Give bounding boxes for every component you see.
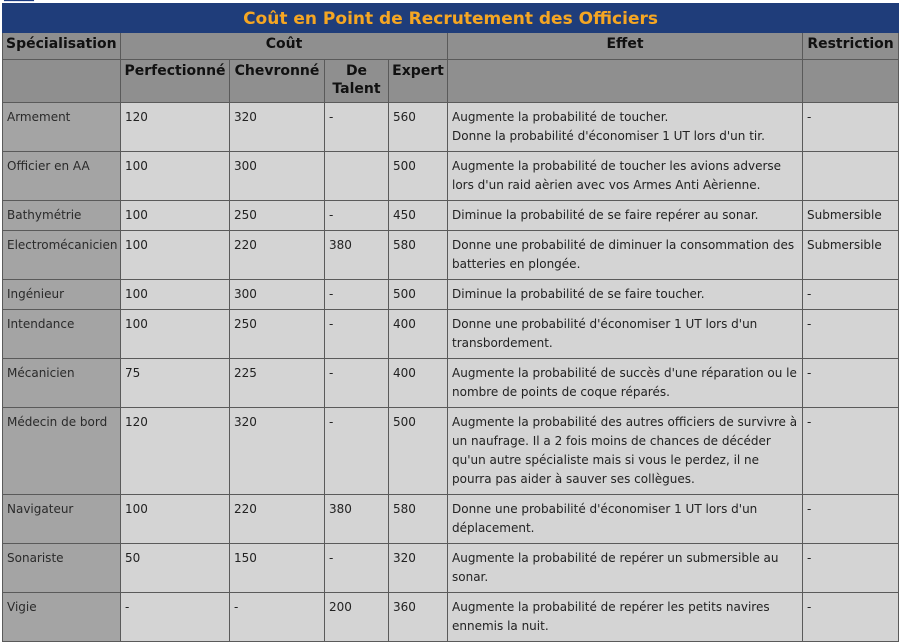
effet-line: Augmente la probabilité de repérer un submersible au sonar. [452,551,779,584]
cost-perfectionne-cell: 100 [121,495,230,544]
cost-perfectionne-cell: 75 [121,359,230,408]
effet-cell [448,310,803,359]
header-cout: Coût [121,33,448,60]
cost-expert-cell: 500 [389,280,448,310]
specialisation-cell: Electromécanicien [3,231,121,280]
cost-de-talent-cell [325,152,389,201]
effet-cell [448,152,803,201]
cost-de-talent-cell: - [325,408,389,495]
restriction-cell [803,152,899,201]
restriction-cell: - [803,593,899,642]
cost-chevronne-cell: 300 [230,280,325,310]
specialisation-cell: Sonariste [3,544,121,593]
cost-de-talent-cell: - [325,280,389,310]
table-row [3,408,899,495]
cost-de-talent-cell: 200 [325,593,389,642]
effet-cell [448,495,803,544]
header-effet: Effet [448,33,803,60]
effet-line: Augmente la probabilité de toucher. [452,110,669,124]
cost-perfectionne-cell: - [121,593,230,642]
cost-perfectionne-cell: 50 [121,544,230,593]
table-row [3,544,899,593]
cost-expert-cell: 320 [389,544,448,593]
table-row [3,359,899,408]
effet-line: Donne une probabilité de diminuer la consommation des batteries en plongée. [452,238,795,271]
cost-chevronne-cell: 220 [230,231,325,280]
restriction-cell: - [803,544,899,593]
specialisation-cell: Navigateur [3,495,121,544]
table-title: Coût en Point de Recrutement des Officiers [3,4,899,33]
effet-cell [448,593,803,642]
effet-line: Donne une probabilité d'économiser 1 UT lors d'un transbordement. [452,317,758,350]
officer-cost-table [2,3,899,642]
cost-de-talent-cell: 380 [325,231,389,280]
table-row [3,310,899,359]
specialisation-cell: Médecin de bord [3,408,121,495]
cost-chevronne-cell: 250 [230,310,325,359]
header-specialisation: Spécialisation [3,33,121,60]
cost-perfectionne-cell: 100 [121,280,230,310]
cost-expert-cell: 500 [389,152,448,201]
effet-cell [448,408,803,495]
cost-de-talent-cell: - [325,359,389,408]
cost-chevronne-cell: 225 [230,359,325,408]
cost-de-talent-cell: - [325,201,389,231]
cost-de-talent-cell: - [325,103,389,152]
cost-expert-cell: 450 [389,201,448,231]
cost-expert-cell: 560 [389,103,448,152]
restriction-cell: - [803,495,899,544]
restriction-cell: - [803,310,899,359]
cost-perfectionne-cell: 100 [121,310,230,359]
cost-perfectionne-cell: 100 [121,201,230,231]
effet-line: Donne une probabilité d'économiser 1 UT lors d'un déplacement. [452,502,758,535]
specialisation-cell: Mécanicien [3,359,121,408]
header-chevronne: Chevronné [230,60,325,103]
effet-cell [448,201,803,231]
restriction-cell: - [803,359,899,408]
cost-chevronne-cell: - [230,593,325,642]
restriction-cell: - [803,280,899,310]
restriction-cell: Submersible [803,231,899,280]
effet-line: Augmente la probabilité des autres officiers de survivre à un naufrage. Il a 2 fois moins de chances de décéder qu'un autre spécialiste mais si vous le perdez, il ne pourra pas aider à sauver ses collègues. [452,415,798,486]
effet-cell [448,103,803,152]
cost-chevronne-cell: 300 [230,152,325,201]
effet-cell [448,544,803,593]
cost-chevronne-cell: 250 [230,201,325,231]
table-row [3,593,899,642]
header-blank-restriction [803,60,899,103]
cost-de-talent-cell: - [325,310,389,359]
specialisation-cell: Bathymétrie [3,201,121,231]
effet-cell [448,280,803,310]
specialisation-cell: Armement [3,103,121,152]
cost-expert-cell: 580 [389,231,448,280]
effet-line: Diminue la probabilité de se faire repérer au sonar. [452,208,759,222]
effet-line: Diminue la probabilité de se faire toucher. [452,287,705,301]
cost-expert-cell: 580 [389,495,448,544]
cost-perfectionne-cell: 100 [121,231,230,280]
header-blank-spec [3,60,121,103]
effet-cell [448,231,803,280]
effet-cell [448,359,803,408]
specialisation-cell: Officier en AA [3,152,121,201]
header-restriction: Restriction [803,33,899,60]
cost-perfectionne-cell: 120 [121,408,230,495]
table-row [3,280,899,310]
header-expert: Expert [389,60,448,103]
table-row [3,201,899,231]
header-de-talent: De Talent [325,60,389,103]
effet-line: Donne la probabilité d'économiser 1 UT lors d'un tir. [452,129,765,143]
effet-line: Augmente la probabilité de toucher les avions adverse lors d'un raid aèrien avec vos Armes Anti Aèrienne. [452,159,782,192]
cost-chevronne-cell: 150 [230,544,325,593]
cost-de-talent-cell: - [325,544,389,593]
effet-line: Augmente la probabilité de succès d'une réparation ou le nombre de points de coque réparés. [452,366,797,399]
cost-chevronne-cell: 220 [230,495,325,544]
cost-perfectionne-cell: 120 [121,103,230,152]
header-perfectionne: Perfectionné [121,60,230,103]
restriction-cell: - [803,408,899,495]
restriction-cell: - [803,103,899,152]
cost-chevronne-cell: 320 [230,103,325,152]
cost-expert-cell: 400 [389,359,448,408]
table-row [3,495,899,544]
specialisation-cell: Intendance [3,310,121,359]
table-body [3,103,899,642]
restriction-cell: Submersible [803,201,899,231]
table-row [3,103,899,152]
cost-expert-cell: 360 [389,593,448,642]
cost-perfectionne-cell: 100 [121,152,230,201]
cost-expert-cell: 400 [389,310,448,359]
effet-line: Augmente la probabilité de repérer les petits navires ennemis la nuit. [452,600,770,633]
table-row [3,152,899,201]
header-blank-effet [448,60,803,103]
cost-chevronne-cell: 320 [230,408,325,495]
cost-de-talent-cell: 380 [325,495,389,544]
cost-expert-cell: 500 [389,408,448,495]
specialisation-cell: Ingénieur [3,280,121,310]
table-row [3,231,899,280]
specialisation-cell: Vigie [3,593,121,642]
